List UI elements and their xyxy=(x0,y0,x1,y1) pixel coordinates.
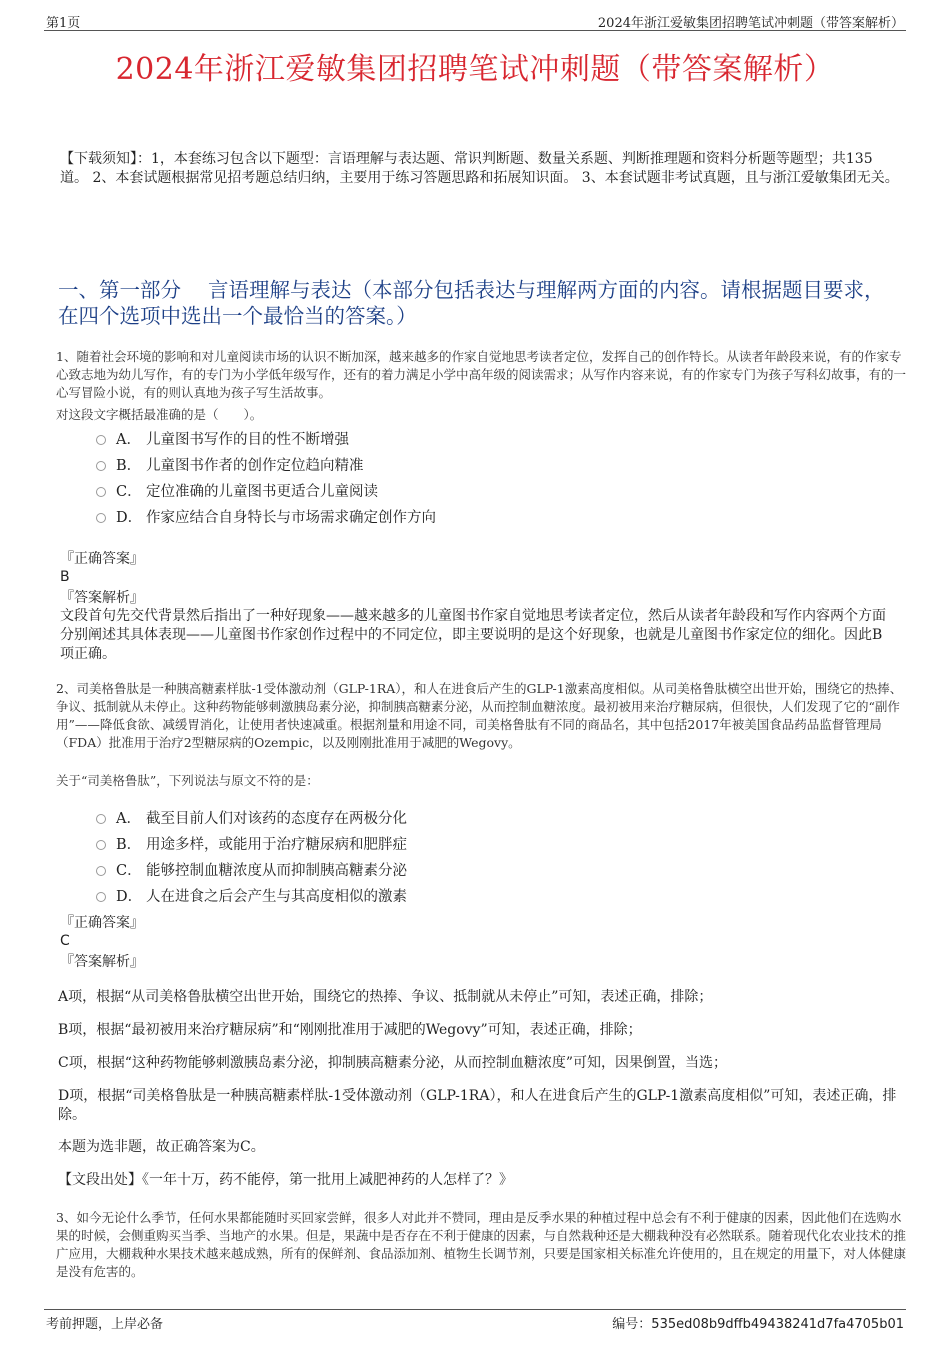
radio-icon[interactable] xyxy=(96,435,106,445)
option-text: 用途多样，或能用于治疗糖尿病和肥胖症 xyxy=(146,836,407,853)
q2-analysis-label: 『答案解析』 xyxy=(60,954,144,970)
q1-analysis: 文段首句先交代背景然后指出了一种好现象——越来越多的儿童图书作家自觉地思考读者定位，然后从读者年龄段和写作内容两个方面分别阐述其具体表现——儿童图书作家创作过程中的不同定位，即主要说明的是这个好现象，也就是儿童图书作家定位的细化。因此B项正确。 xyxy=(60,608,886,662)
footer-slogan: 考前押题，上岸必备 xyxy=(46,1317,164,1332)
q2-option-d[interactable] xyxy=(96,882,407,908)
option-letter: C． xyxy=(116,483,142,500)
q2-answer: C xyxy=(60,933,70,949)
radio-icon[interactable] xyxy=(96,892,106,902)
radio-icon[interactable] xyxy=(96,840,106,850)
q1-option-d[interactable] xyxy=(96,503,436,529)
header-doc-title: 2024年浙江爱敏集团招聘笔试冲刺题（带答案解析） xyxy=(597,16,904,31)
q1-analysis-label: 『答案解析』 xyxy=(60,590,144,606)
q1-answer: B xyxy=(60,569,70,585)
option-text: 定位准确的儿童图书更适合儿童阅读 xyxy=(146,483,378,500)
q2-options xyxy=(96,804,407,908)
radio-icon[interactable] xyxy=(96,487,106,497)
q2-analysis-a: A项，根据“从司美格鲁肽横空出世开始，围绕它的热捧、争议、抵制就从未停止”可知，表述正确，排除； xyxy=(58,989,713,1005)
option-letter: A． xyxy=(116,431,141,448)
option-letter: A． xyxy=(116,810,141,827)
q2-option-c[interactable] xyxy=(96,856,407,882)
option-text: 截至目前人们对该药的态度存在两极分化 xyxy=(146,810,407,827)
header-page-label: 第1页 xyxy=(46,16,81,31)
radio-icon[interactable] xyxy=(96,866,106,876)
q2-ask: 关于“司美格鲁肽”，下列说法与原文不符的是： xyxy=(56,773,319,788)
q1-options xyxy=(96,425,436,529)
q3-stem: 3、如今无论什么季节，任何水果都能随时买回家尝鲜，很多人对此并不赞同，理由是反季水果的种植过程中总会有不利于健康的因素，因此他们在选购水果的时候，会侧重购买当季、当地产的水果。但是，果蔬中是否存在不利于健康的因素，与自然栽种还是大棚栽种没有必然联系。随着现代化农业技术的推广应用，大棚栽种水果技术越来越成熟，所有的保鲜剂、食品添加剂、植物生长调节剂，只要是国家相关标准允许使用的，且在规定的用量下，对人体健康是没有危害的。 xyxy=(56,1210,907,1279)
q2-analysis-c: C项，根据“这种药物能够刺激胰岛素分泌，抑制胰高糖素分泌，从而控制血糖浓度”可知，因果倒置，当选； xyxy=(58,1055,728,1071)
option-text: 儿童图书写作的目的性不断增强 xyxy=(146,431,349,448)
radio-icon[interactable] xyxy=(96,461,106,471)
option-letter: C． xyxy=(116,862,142,879)
option-text: 作家应结合自身特长与市场需求确定创作方向 xyxy=(146,509,436,526)
option-letter: D． xyxy=(116,509,143,526)
q1-answer-label: 『正确答案』 xyxy=(60,551,144,567)
footer-serial: 编号：535ed08b9dffb49438241d7fa4705b01 xyxy=(612,1317,904,1332)
page-title: 2024年浙江爱敏集团招聘笔试冲刺题（带答案解析） xyxy=(115,52,835,87)
option-text: 能够控制血糖浓度从而抑制胰高糖素分泌 xyxy=(146,862,407,879)
header-rule xyxy=(44,30,906,31)
q2-option-b[interactable] xyxy=(96,830,407,856)
option-letter: B． xyxy=(116,836,142,853)
q2-option-a[interactable] xyxy=(96,804,407,830)
q1-option-a[interactable] xyxy=(96,425,436,451)
q1-stem: 1、随着社会环境的影响和对儿童阅读市场的认识不断加深，越来越多的作家自觉地思考读者定位，发挥自己的创作特长。从读者年龄段来说，有的作家专心致志地为幼儿写作，有的专门为小学低年级写作，还有的着力满足小学中高年级的阅读需求；从写作内容来说，有的作家专门为孩子写科幻故事，有的一心写冒险小说，有的则认真地为孩子写生活故事。 xyxy=(56,349,907,400)
q2-analysis-d: D项，根据“司美格鲁肽是一种胰高糖素样肽-1受体激动剂（GLP-1RA），和人在进食后产生的GLP-1激素高度相似”可知，表述正确，排除。 xyxy=(58,1088,897,1123)
q1-option-b[interactable] xyxy=(96,451,436,477)
option-letter: D． xyxy=(116,888,143,905)
radio-icon[interactable] xyxy=(96,814,106,824)
q1-ask: 对这段文字概括最准确的是（ ）。 xyxy=(56,407,263,422)
q2-stem: 2、司美格鲁肽是一种胰高糖素样肽-1受体激动剂（GLP-1RA），和人在进食后产生的GLP-1激素高度相似。从司美格鲁肽横空出世开始，围绕它的热捧、争议、抵制就从未停止。这种药物能够刺激胰岛素分泌，抑制胰高糖素分泌，从而控制血糖浓度。最初被用来治疗糖尿病，但很快，人们发现了它的“副作用”——降低食欲、减缓胃消化，让使用者快速减重。根据剂量和用途不同，司美格鲁肽有不同的商品名，其中包括2017年被美国食品药品监督管理局（FDA）批准用于治疗2型糖尿病的Ozempic，以及刚刚批准用于减肥的Wegovy。 xyxy=(56,681,903,750)
footer-rule xyxy=(44,1309,906,1310)
download-notice: 【下载须知】：1，本套练习包含以下题型：言语理解与表达题、常识判断题、数量关系题、判断推理题和资料分析题等题型；共135道。 2、本套试题根据常见招考题总结归纳，主要用于练习答题思路和拓展知识面。 3、本套试题非考试真题，且与浙江爱敏集团无关。 xyxy=(60,151,899,186)
option-letter: B． xyxy=(116,457,142,474)
q1-option-c[interactable] xyxy=(96,477,436,503)
q2-conclusion: 本题为选非题，故正确答案为C。 xyxy=(58,1139,265,1155)
q2-answer-label: 『正确答案』 xyxy=(60,915,144,931)
option-text: 人在进食之后会产生与其高度相似的激素 xyxy=(146,888,407,905)
section-title: 一、第一部分 言语理解与表达（本部分包括表达与理解两方面的内容。请根据题目要求，在四个选项中选出一个最恰当的答案。） xyxy=(58,278,885,328)
q2-source: 【文段出处】《一年十万，药不能停，第一批用上减肥神药的人怎样了？》 xyxy=(58,1172,513,1188)
radio-icon[interactable] xyxy=(96,513,106,523)
q2-analysis-b: B项，根据“最初被用来治疗糖尿病”和“刚刚批准用于减肥的Wegovy”可知，表述正确，排除； xyxy=(58,1022,642,1038)
option-text: 儿童图书作者的创作定位趋向精准 xyxy=(146,457,364,474)
